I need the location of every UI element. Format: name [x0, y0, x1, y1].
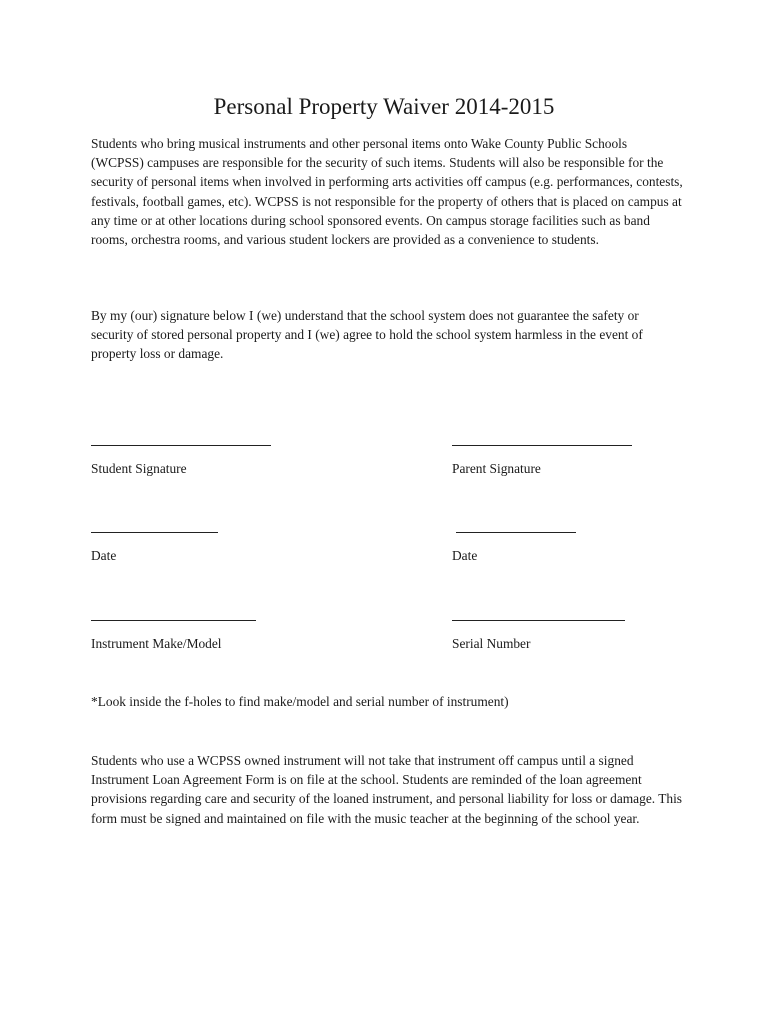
student-date-label: Date — [91, 548, 117, 563]
parent-date-label: Date — [452, 548, 478, 563]
parent-signature-line[interactable] — [452, 445, 632, 446]
serial-number-line[interactable] — [452, 620, 625, 621]
student-signature-line[interactable] — [91, 445, 271, 446]
intro-paragraph: Students who bring musical instruments and other personal items onto Wake County Public Schools (WCPSS) campuses are responsible for the security of such items. Students will also be responsible for the security of personal items when involved in performing arts activities off campus (e.g. performances, contests, festivals, football games, etc). WCPSS is not responsible for the property of others that is placed on campus at any time or at other locations during school sponsored events. On campus storage facilities such as band rooms, orchestra rooms, and various student lockers are provided as a convenience to students. — [91, 136, 683, 248]
parent-signature-label: Parent Signature — [452, 461, 541, 476]
instrument-make-model-label: Instrument Make/Model — [91, 636, 222, 651]
student-signature-label: Student Signature — [91, 461, 187, 476]
parent-date-line[interactable] — [456, 532, 576, 533]
student-date-line[interactable] — [91, 532, 218, 533]
serial-number-label: Serial Number — [452, 636, 531, 651]
instrument-note: *Look inside the f-holes to find make/model and serial number of instrument) — [91, 694, 509, 709]
loan-paragraph: Students who use a WCPSS owned instrument will not take that instrument off campus until a signed Instrument Loan Agreement Form is on file at the school. Students are reminded of the loan agreement provisions regarding care and security of the loaned instrument, and personal liability for loss or damage. This form must be signed and maintained on file with the music teacher at the beginning of the school year. — [91, 753, 683, 826]
page-title: Personal Property Waiver 2014-2015 — [213, 94, 555, 119]
instrument-make-model-line[interactable] — [91, 620, 256, 621]
agreement-paragraph: By my (our) signature below I (we) understand that the school system does not guarantee the safety or security of stored personal property and I (we) agree to hold the school system harmless in the event of property loss or damage. — [91, 308, 643, 362]
